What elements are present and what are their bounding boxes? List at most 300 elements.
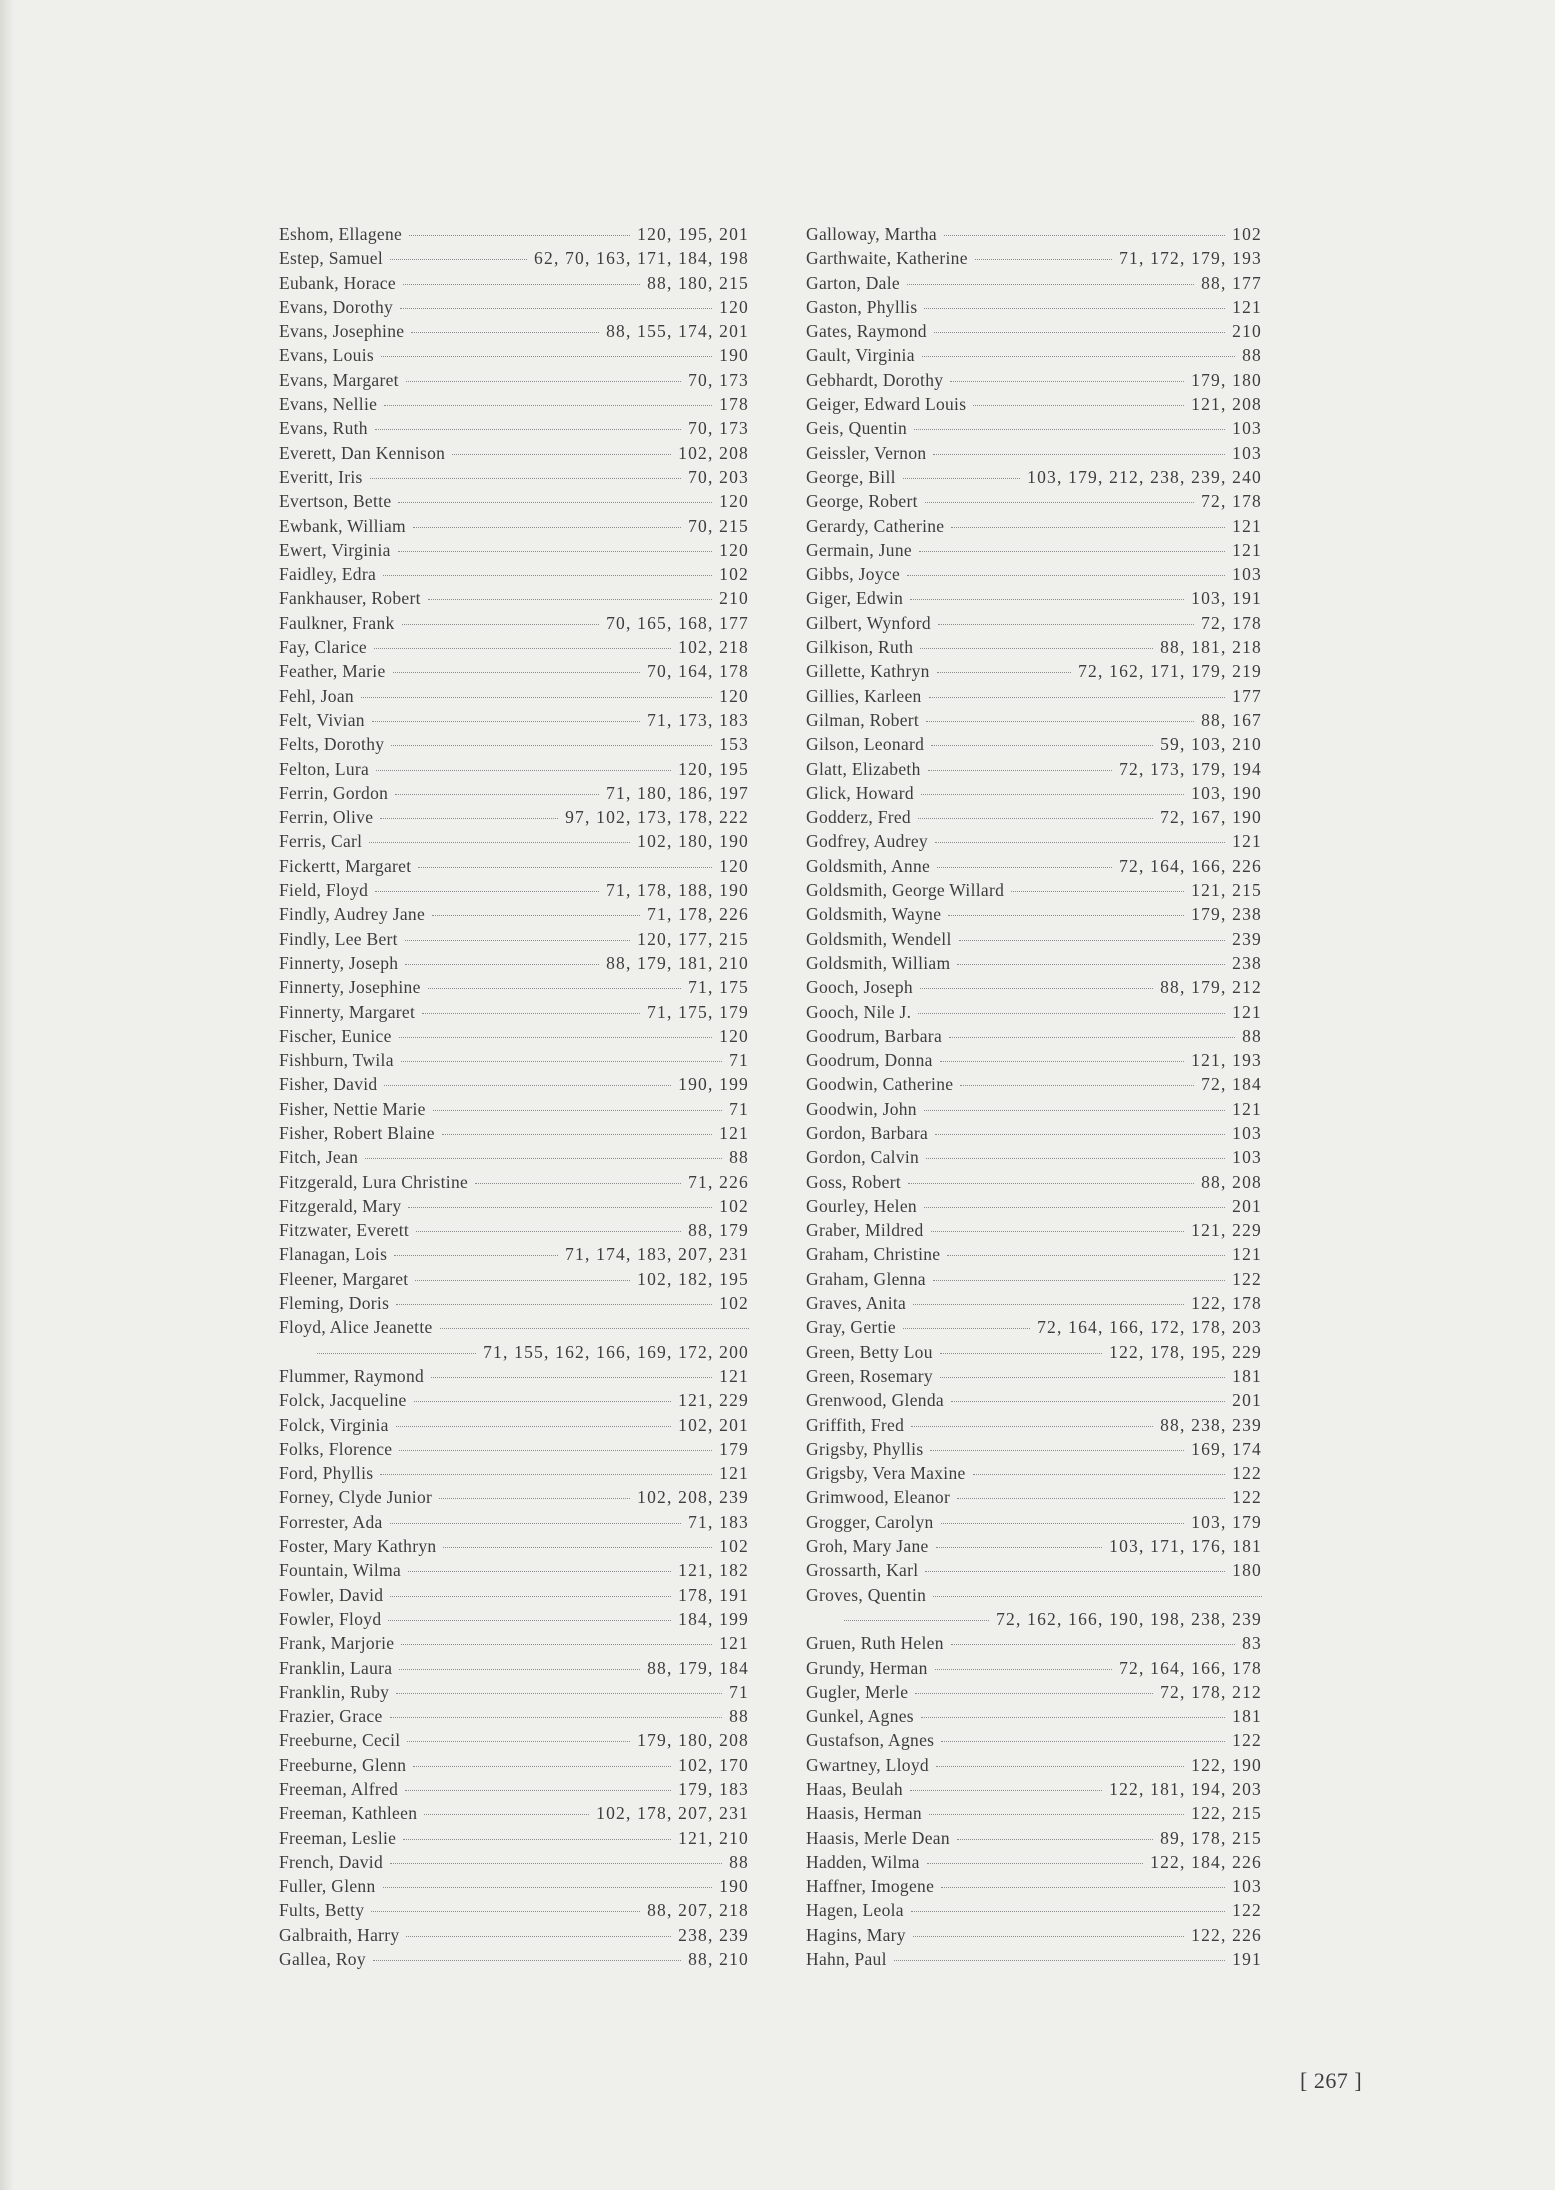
entry-name: Haffner, Imogene <box>806 1876 935 1897</box>
index-entry <box>806 1366 1262 1390</box>
entry-name: Geissler, Vernon <box>806 442 927 463</box>
entry-pages: 120 <box>719 685 749 706</box>
index-entry <box>279 807 749 831</box>
leader-dots <box>475 1183 681 1184</box>
entry-pages: 70, 215 <box>688 515 749 536</box>
index-entry <box>806 686 1262 710</box>
leader-dots <box>374 648 671 649</box>
entry-name: Fleming, Doris <box>279 1293 390 1314</box>
entry-pages: 71, 178, 188, 190 <box>606 880 749 901</box>
entry-pages: 190 <box>719 1876 749 1897</box>
entry-pages: 88, 238, 239 <box>1160 1414 1262 1435</box>
index-entry <box>806 248 1262 272</box>
entry-pages: 122, 184, 226 <box>1150 1851 1262 1872</box>
entry-name: Godfrey, Audrey <box>806 831 928 852</box>
entry-pages: 122, 178, 195, 229 <box>1109 1341 1262 1362</box>
entry-pages: 71, 183 <box>688 1511 749 1532</box>
entry-pages: 72, 178 <box>1201 491 1262 512</box>
index-entry <box>279 1002 749 1026</box>
leader-dots <box>936 1547 1103 1548</box>
leader-dots <box>394 1255 558 1256</box>
index-entry <box>806 1925 1262 1949</box>
entry-pages: 238, 239 <box>678 1924 749 1945</box>
entry-pages: 190, 199 <box>678 1074 749 1095</box>
leader-dots <box>401 1644 712 1645</box>
leader-dots <box>415 1280 630 1281</box>
entry-pages: 72, 164, 166, 226 <box>1119 855 1262 876</box>
index-entry <box>279 1658 749 1682</box>
leader-dots <box>440 1328 749 1329</box>
index-entry <box>279 588 749 612</box>
leader-dots <box>398 551 712 552</box>
entry-pages: 120 <box>719 491 749 512</box>
leader-dots <box>395 794 599 795</box>
leader-dots <box>428 988 681 989</box>
entry-name: Gooch, Nile J. <box>806 1001 912 1022</box>
index-entry <box>279 564 749 588</box>
entry-pages: 122 <box>1232 1268 1262 1289</box>
entry-name: Garthwaite, Katherine <box>806 248 968 269</box>
index-entry <box>279 1463 749 1487</box>
entry-pages: 70, 173 <box>688 369 749 390</box>
leader-dots <box>926 1158 1225 1159</box>
leader-dots <box>941 1741 1225 1742</box>
entry-name: Frazier, Grace <box>279 1706 383 1727</box>
leader-dots <box>941 1887 1225 1888</box>
leader-dots <box>935 1134 1225 1135</box>
leader-dots <box>926 721 1194 722</box>
entry-name: Goodwin, John <box>806 1098 917 1119</box>
entry-pages: 71, 155, 162, 166, 169, 172, 200 <box>483 1341 749 1362</box>
entry-pages: 122, 181, 194, 203 <box>1109 1779 1262 1799</box>
leader-dots <box>973 1474 1226 1475</box>
leader-dots <box>384 405 712 406</box>
entry-pages: 121, 229 <box>678 1390 749 1411</box>
entry-pages: 120 <box>719 296 749 317</box>
entry-pages: 97, 102, 173, 178, 222 <box>565 807 749 828</box>
entry-pages: 121 <box>1232 515 1262 536</box>
leader-dots <box>373 1960 681 1961</box>
entry-name: Fisher, Nettie Marie <box>279 1098 426 1119</box>
entry-pages: 71, 180, 186, 197 <box>606 782 749 803</box>
leader-dots <box>393 672 641 673</box>
entry-pages: 120, 195, 201 <box>637 224 749 244</box>
entry-pages: 169, 174 <box>1191 1438 1262 1459</box>
index-entry <box>806 588 1262 612</box>
index-entry <box>806 1658 1262 1682</box>
leader-dots <box>927 1863 1143 1864</box>
entry-name: Franklin, Ruby <box>279 1681 390 1702</box>
leader-dots <box>921 794 1184 795</box>
entry-name: Gault, Virginia <box>806 345 915 366</box>
entry-pages: 88, 207, 218 <box>647 1900 749 1921</box>
leader-dots <box>894 1960 1225 1961</box>
entry-name: Goldsmith, Wendell <box>806 928 952 949</box>
index-entry <box>806 1876 1262 1900</box>
leader-dots <box>924 1207 1225 1208</box>
entry-pages: 102 <box>719 1293 749 1314</box>
entry-pages: 178, 191 <box>678 1584 749 1605</box>
entry-name: Hagen, Leola <box>806 1900 904 1921</box>
leader-dots <box>411 332 599 333</box>
leader-dots <box>422 1013 640 1014</box>
entry-name: Finnerty, Joseph <box>279 952 399 973</box>
index-entry <box>806 297 1262 321</box>
entry-pages: 72, 173, 179, 194 <box>1119 758 1262 779</box>
index-entry <box>806 1415 1262 1439</box>
entry-pages: 102 <box>719 1536 749 1557</box>
leader-dots <box>957 1498 1225 1499</box>
leader-dots <box>935 1669 1112 1670</box>
entry-pages: 121 <box>719 1365 749 1386</box>
leader-dots <box>408 1207 712 1208</box>
entry-name: Fishburn, Twila <box>279 1050 394 1071</box>
entry-pages: 88, 179 <box>688 1220 749 1241</box>
leader-dots <box>910 599 1184 600</box>
entry-name: Gillette, Kathryn <box>806 661 930 682</box>
leader-dots <box>914 429 1225 430</box>
leader-dots <box>925 1571 1225 1572</box>
entry-name: Floyd, Alice Jeanette <box>279 1317 433 1338</box>
index-entry <box>279 856 749 880</box>
leader-dots <box>957 964 1225 965</box>
index-entry <box>806 516 1262 540</box>
entry-pages: 179 <box>719 1438 749 1459</box>
index-entry <box>279 759 749 783</box>
index-entry <box>279 1269 749 1293</box>
entry-pages: 122, 215 <box>1191 1803 1262 1824</box>
entry-pages: 72, 164, 166, 178 <box>1119 1657 1262 1678</box>
index-entry <box>279 1828 749 1852</box>
leader-dots <box>934 332 1225 333</box>
entry-pages: 88, 180, 215 <box>647 272 749 293</box>
entry-pages: 181 <box>1232 1365 1262 1386</box>
entry-pages: 102, 201 <box>678 1414 749 1435</box>
entry-pages: 120 <box>719 539 749 560</box>
index-entry <box>279 467 749 491</box>
entry-pages: 71, 174, 183, 207, 231 <box>565 1244 749 1265</box>
entry-pages: 72, 162, 171, 179, 219 <box>1078 661 1262 682</box>
entry-pages: 72, 162, 166, 190, 198, 238, 239 <box>996 1608 1262 1629</box>
index-entry <box>279 1439 749 1463</box>
entry-name: Green, Betty Lou <box>806 1341 933 1362</box>
index-entry <box>279 1172 749 1196</box>
index-entry <box>279 1755 749 1779</box>
entry-pages: 89, 178, 215 <box>1160 1827 1262 1848</box>
leader-dots <box>413 527 681 528</box>
index-entry <box>806 443 1262 467</box>
index-entry <box>279 1949 749 1973</box>
entry-pages: 121 <box>719 1633 749 1654</box>
leader-dots <box>959 940 1226 941</box>
index-entry <box>279 1487 749 1511</box>
entry-pages: 190 <box>719 345 749 366</box>
entry-pages: 88, 177 <box>1201 272 1262 293</box>
leader-dots <box>933 1596 1262 1597</box>
entry-name: Ferrin, Olive <box>279 807 374 828</box>
entry-pages: 184, 199 <box>678 1608 749 1629</box>
entry-name: Ewert, Virginia <box>279 539 391 560</box>
leader-dots <box>365 1158 722 1159</box>
entry-pages: 102 <box>719 1195 749 1216</box>
entry-pages: 70, 164, 178 <box>647 661 749 682</box>
entry-name: Fountain, Wilma <box>279 1560 402 1581</box>
entry-pages: 71, 175, 179 <box>647 1001 749 1022</box>
leader-dots <box>391 745 712 746</box>
index-entry <box>806 783 1262 807</box>
entry-name: Ferris, Carl <box>279 831 363 852</box>
leader-dots <box>401 1061 722 1062</box>
index-entry <box>806 321 1262 345</box>
leader-dots <box>918 1013 1225 1014</box>
index-entry <box>806 1147 1262 1171</box>
entry-name: Fisher, David <box>279 1074 378 1095</box>
entry-pages: 103 <box>1232 1876 1262 1897</box>
leader-dots <box>390 259 527 260</box>
index-entry <box>279 1074 749 1098</box>
entry-name: Godderz, Fred <box>806 807 911 828</box>
entry-pages: 179, 183 <box>678 1779 749 1799</box>
entry-name: Freeman, Kathleen <box>279 1803 418 1824</box>
entry-name: Gilkison, Ruth <box>806 637 914 658</box>
entry-pages: 88, 155, 174, 201 <box>606 321 749 342</box>
entry-name: Grogger, Carolyn <box>806 1511 934 1532</box>
entry-pages: 72, 164, 166, 172, 178, 203 <box>1037 1317 1262 1338</box>
entry-name: Gordon, Calvin <box>806 1147 920 1168</box>
index-entry <box>279 248 749 272</box>
index-entry <box>806 1317 1262 1341</box>
index-entry <box>806 953 1262 977</box>
leader-dots <box>402 624 600 625</box>
entry-pages: 71 <box>729 1050 749 1071</box>
leader-dots <box>396 1426 671 1427</box>
index-column-right <box>806 224 1262 1973</box>
entry-name: Galloway, Martha <box>806 224 937 244</box>
leader-dots <box>907 575 1225 576</box>
leader-dots <box>920 988 1153 989</box>
entry-name: Gerardy, Catherine <box>806 515 945 536</box>
leader-dots <box>944 235 1225 236</box>
leader-dots <box>413 1766 671 1767</box>
entry-name: Graber, Mildred <box>806 1220 924 1241</box>
leader-dots <box>931 1231 1185 1232</box>
index-entry <box>279 1196 749 1220</box>
entry-pages: 102, 208 <box>678 442 749 463</box>
leader-dots <box>844 1620 989 1621</box>
entry-name: Eubank, Horace <box>279 272 396 293</box>
entry-name: Felton, Lura <box>279 758 370 779</box>
entry-pages: 71, 172, 179, 193 <box>1119 248 1262 269</box>
entry-pages: 179, 180, 208 <box>637 1730 749 1751</box>
index-entry <box>806 710 1262 734</box>
entry-name: Gates, Raymond <box>806 321 927 342</box>
leader-dots <box>428 599 712 600</box>
entry-pages: 120, 177, 215 <box>637 928 749 949</box>
entry-name: Graves, Anita <box>806 1293 907 1314</box>
entry-name: Grigsby, Phyllis <box>806 1438 924 1459</box>
index-entry <box>279 1779 749 1803</box>
entry-pages: 88 <box>729 1147 749 1168</box>
index-entry <box>279 637 749 661</box>
leader-dots <box>381 356 712 357</box>
leader-dots <box>903 1328 1030 1329</box>
leader-dots <box>951 1401 1225 1402</box>
entry-name: Gaston, Phyllis <box>806 296 918 317</box>
index-entry <box>279 1706 749 1730</box>
leader-dots <box>922 356 1235 357</box>
index-entry <box>806 1560 1262 1584</box>
entry-pages: 121 <box>719 1463 749 1484</box>
entry-name: Fischer, Eunice <box>279 1025 392 1046</box>
entry-pages: 103, 190 <box>1191 782 1262 803</box>
entry-pages: 72, 178 <box>1201 612 1262 633</box>
leader-dots <box>406 1936 671 1937</box>
entry-name: Gooch, Joseph <box>806 977 913 998</box>
index-entry <box>279 491 749 515</box>
entry-pages: 120 <box>719 855 749 876</box>
entry-pages: 103, 171, 176, 181 <box>1109 1536 1262 1557</box>
entry-name: Ferrin, Gordon <box>279 782 389 803</box>
entry-name: Gebhardt, Dorothy <box>806 369 944 390</box>
leader-dots <box>915 1693 1153 1694</box>
entry-name: Ewbank, William <box>279 515 406 536</box>
entry-pages: 121, 208 <box>1191 394 1262 415</box>
entry-name: Fitch, Jean <box>279 1147 359 1168</box>
index-entry <box>806 394 1262 418</box>
index-entry <box>279 783 749 807</box>
index-entry <box>806 418 1262 442</box>
entry-pages: 103 <box>1232 442 1262 463</box>
entry-name: Goodrum, Donna <box>806 1050 933 1071</box>
index-entry <box>279 540 749 564</box>
entry-pages: 103, 179 <box>1191 1511 1262 1532</box>
entry-pages: 102, 208, 239 <box>637 1487 749 1508</box>
index-entry <box>279 904 749 928</box>
leader-dots <box>407 1741 630 1742</box>
leader-dots <box>910 1790 1102 1791</box>
entry-pages: 102, 178, 207, 231 <box>596 1803 749 1824</box>
entry-pages: 239 <box>1232 928 1262 949</box>
leader-dots <box>925 502 1194 503</box>
entry-name: Goldsmith, George Willard <box>806 880 1005 901</box>
index-entry <box>279 1050 749 1074</box>
leader-dots <box>439 1498 630 1499</box>
entry-name: Goldsmith, Wayne <box>806 904 942 925</box>
entry-name: Franklin, Laura <box>279 1657 393 1678</box>
entry-name: Evans, Ruth <box>279 418 368 439</box>
entry-name: Goldsmith, Anne <box>806 855 931 876</box>
entry-pages: 71, 178, 226 <box>647 904 749 925</box>
leader-dots <box>384 1085 671 1086</box>
index-entry <box>806 224 1262 248</box>
entry-name: Fitzgerald, Lura Christine <box>279 1171 469 1192</box>
entry-name: Finnerty, Josephine <box>279 977 421 998</box>
entry-name: Hagins, Mary <box>806 1924 906 1945</box>
entry-name: Gray, Gertie <box>806 1317 896 1338</box>
entry-name: Gunkel, Agnes <box>806 1706 914 1727</box>
leader-dots <box>936 1766 1184 1767</box>
entry-pages: 102, 170 <box>678 1754 749 1775</box>
index-entry <box>279 1925 749 1949</box>
entry-name: Gallea, Roy <box>279 1949 366 1970</box>
entry-name: Grigsby, Vera Maxine <box>806 1463 966 1484</box>
entry-pages: 102, 218 <box>678 637 749 658</box>
leader-dots <box>376 770 671 771</box>
entry-pages: 71, 226 <box>688 1171 749 1192</box>
index-entry <box>806 1220 1262 1244</box>
leader-dots <box>937 672 1071 673</box>
index-entry <box>806 1755 1262 1779</box>
leader-dots <box>933 1280 1225 1281</box>
entry-pages: 103 <box>1232 1147 1262 1168</box>
leader-dots <box>408 1571 671 1572</box>
index-entry <box>279 297 749 321</box>
leader-dots <box>928 770 1112 771</box>
entry-name: Groves, Quentin <box>806 1584 927 1605</box>
entry-pages: 122 <box>1232 1487 1262 1508</box>
leader-dots <box>920 648 1153 649</box>
entry-name: Grimwood, Eleanor <box>806 1487 951 1508</box>
leader-dots <box>405 1790 671 1791</box>
entry-name: Evertson, Bette <box>279 491 392 512</box>
entry-pages: 59, 103, 210 <box>1160 734 1262 755</box>
entry-name: Flummer, Raymond <box>279 1365 425 1386</box>
entry-name: Gruen, Ruth Helen <box>806 1633 944 1654</box>
leader-dots <box>938 624 1194 625</box>
entry-name: Everett, Dan Kennison <box>279 442 446 463</box>
index-entry <box>279 686 749 710</box>
entry-name: Flanagan, Lois <box>279 1244 388 1265</box>
entry-pages: 121 <box>1232 1001 1262 1022</box>
leader-dots <box>960 1085 1194 1086</box>
entry-name: Germain, June <box>806 539 912 560</box>
entry-pages: 88, 208 <box>1201 1171 1262 1192</box>
index-entry <box>279 1803 749 1827</box>
entry-name: Goodwin, Catherine <box>806 1074 954 1095</box>
entry-name: Fowler, Floyd <box>279 1608 382 1629</box>
index-entry <box>806 1487 1262 1511</box>
entry-name: Everitt, Iris <box>279 466 363 487</box>
index-entry <box>806 540 1262 564</box>
index-entry <box>279 1560 749 1584</box>
index-entry <box>279 1293 749 1317</box>
index-entry <box>806 370 1262 394</box>
entry-name: Gordon, Barbara <box>806 1122 929 1143</box>
entry-pages: 88 <box>729 1851 749 1872</box>
index-entry <box>279 273 749 297</box>
entry-pages: 121, 182 <box>678 1560 749 1581</box>
entry-name: Gilman, Robert <box>806 709 920 730</box>
index-entry <box>279 929 749 953</box>
index-entry <box>806 807 1262 831</box>
leader-dots <box>380 1474 712 1475</box>
leader-dots <box>929 697 1226 698</box>
index-entry <box>806 1123 1262 1147</box>
index-entry <box>279 1633 749 1657</box>
entry-name: Graham, Glenna <box>806 1268 926 1289</box>
entry-pages: 122, 226 <box>1191 1924 1262 1945</box>
index-entry <box>806 564 1262 588</box>
leader-dots <box>924 1110 1225 1111</box>
leader-dots <box>933 454 1225 455</box>
index-entry <box>806 1342 1262 1366</box>
leader-dots <box>371 1911 640 1912</box>
leader-dots <box>375 891 599 892</box>
entry-name: Gwartney, Lloyd <box>806 1754 929 1775</box>
entry-pages: 153 <box>719 734 749 755</box>
entry-name: Glatt, Elizabeth <box>806 758 921 779</box>
leader-dots <box>369 842 630 843</box>
